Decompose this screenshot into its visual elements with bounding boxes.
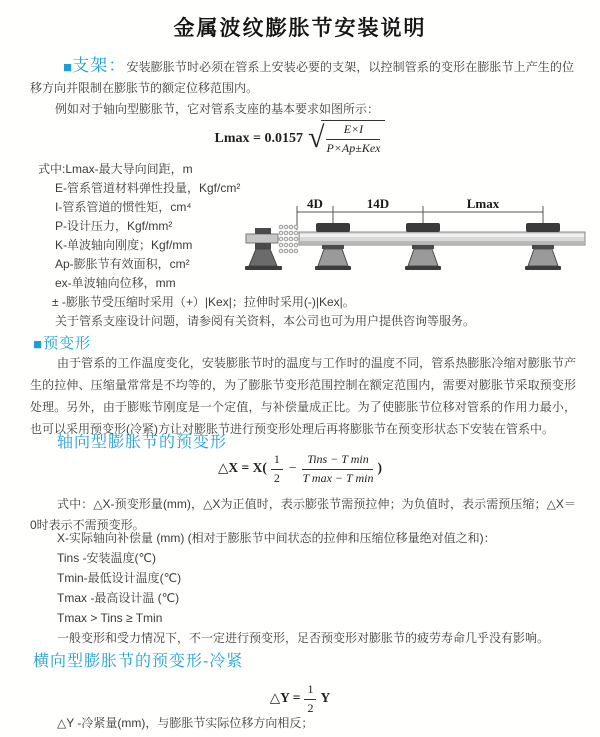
definition-line: ex-单波轴向位移，mm — [55, 276, 176, 290]
support-section-paragraph — [30, 55, 574, 99]
axial-definitions-list — [57, 528, 549, 648]
preform-section-label: 预变形 — [43, 335, 92, 352]
support-section-heading: 支架： — [72, 56, 127, 75]
temp-frac-denominator: T max − T min — [302, 470, 374, 485]
formula-lmax — [0, 120, 600, 156]
dimension-label-lmax: Lmax — [466, 196, 500, 211]
definition-line: Ap-膨胀节有效面积，cm² — [55, 257, 190, 271]
axial-definition-line: X-实际轴向补偿量 (mm) (相对于膨胀节中间状态的拉伸和压缩位移量绝对值之和)： — [57, 531, 496, 545]
temp-frac-numerator: Tins − T min — [302, 452, 373, 470]
half-numerator: 1 — [304, 682, 316, 700]
axial-preform-heading: 轴向型膨胀节的预变形 — [57, 434, 228, 451]
definition-line: P-设计压力，Kgf/mm² — [55, 219, 173, 233]
formula-lateral-lhs: △Y = — [269, 690, 301, 706]
pipe-shadow — [300, 241, 584, 244]
formula-lateral-preform — [0, 682, 600, 716]
definition-line: 关于管系支座设计问题，请参阅有关资料，本公司也可为用户提供咨询等服务。 — [55, 314, 476, 328]
pipe-highlight — [300, 234, 584, 237]
sqrt-body — [321, 120, 385, 156]
formula-lateral-rhs: Y — [320, 690, 331, 706]
definition-line: E-管系管道材料弹性投量，Kgf/cm² — [55, 181, 241, 195]
definition-line: 式中:Lmax-最大导向间距，m — [38, 162, 193, 176]
formula-lmax-numerator: E×I — [326, 122, 380, 140]
sqrt-radical-icon: √ — [308, 121, 325, 155]
half-denominator: 2 — [307, 700, 314, 715]
dimension-label-14d: 14D — [366, 196, 390, 211]
axial-definition-line: Tmax -最高设计温 (℃) — [57, 591, 180, 605]
blue-square-icon: ■ — [33, 336, 44, 353]
pipe-support — [405, 223, 441, 270]
minus-sign: − — [288, 460, 297, 476]
preform-section-paragraph: 由于管系的工作温度变化，安装膨胀节时的温度与工作时的温度不同，管系热膨胀冷缩对膨胀节产生的拉伸、压缩量常常是不均等的，为了膨胀节变形范围控制在额定范围内，需要对膨胀节采取预变形处理。另外，由于膨账节刚度是一个定值，与补偿量成正比。为了使膨胀节位移对管系的作用力最小，也可以采用预变形(冷紧)方让对膨胀节进行预变形处理后再将膨胀节在预变形状态下安装在管系中。 — [30, 356, 576, 436]
support-example-line: 例如对于轴向型膨胀节，它对管系支座的基本要求如图所示： — [55, 102, 380, 116]
lateral-note-line: △Y -冷紧量(mm)，与膨胀节实际位移方向相反； — [57, 716, 314, 730]
definition-line: I-管系管道的惯性矩，cm⁴ — [55, 200, 192, 214]
axial-definition-line: 一般变形和受力情况下，不一定进行预变形，足否预变形对膨胀节的疲劳寿命几乎没有影响。 — [57, 631, 550, 645]
blue-square-icon: ■ — [63, 59, 73, 76]
formula-axial-preform — [0, 452, 600, 486]
lateral-preform-heading: 横向型膨胀节的预变形-冷紧 — [33, 653, 244, 670]
support-section-body: 安装膨胀节时必须在管系上安装必要的支架，以控制管系的变形在膨胀节上产生的位移方向并限制在膨胀节的额定位移范围内。 — [30, 60, 575, 95]
formula-axial-lhs: △X = X( — [218, 460, 267, 476]
formula-axial-rhs: ) — [377, 460, 382, 476]
pipe-support — [525, 223, 561, 270]
anchor-block — [255, 243, 271, 249]
anchor-pedestal — [249, 249, 277, 266]
half-numerator: 1 — [271, 452, 283, 470]
axial-formula-explanation: 式中：△X-预变形量(mm)，△X为正值时，表示膨张节需预拉伸；为负值时，表示需预压缩；△X＝0时表示不需预变形。 — [30, 497, 576, 532]
preform-section-heading — [33, 332, 91, 353]
axial-definition-line: Tmin-最低设计温度(℃) — [57, 571, 182, 585]
anchor-pipe-stub — [246, 234, 278, 243]
anchor-base — [245, 266, 282, 270]
formula-lmax-lhs: Lmax = 0.0157 — [214, 130, 303, 146]
definition-line: K-单波轴向刚度；Kgf/mm — [55, 238, 193, 252]
formula-lmax-denominator: P×Ap±Kex — [326, 140, 381, 155]
pipe-support — [315, 223, 351, 270]
half-denominator: 2 — [273, 470, 280, 485]
dimension-label-4d: 4D — [307, 196, 323, 211]
pipe-support-diagram — [244, 192, 586, 288]
bellows-icon — [279, 225, 298, 253]
axial-definition-line: Tmax > Tins ≥ Tmin — [57, 611, 163, 625]
page-title: 金属波纹膨胀节安装说明 — [173, 17, 427, 40]
axial-definition-line: Tins -安装温度(℃) — [57, 551, 157, 565]
definition-line: ± -膨胀节受压缩时采用（+）|Kex|；拉伸时采用(-)|Kex|。 — [52, 295, 355, 309]
anchor-top-block — [255, 228, 271, 234]
